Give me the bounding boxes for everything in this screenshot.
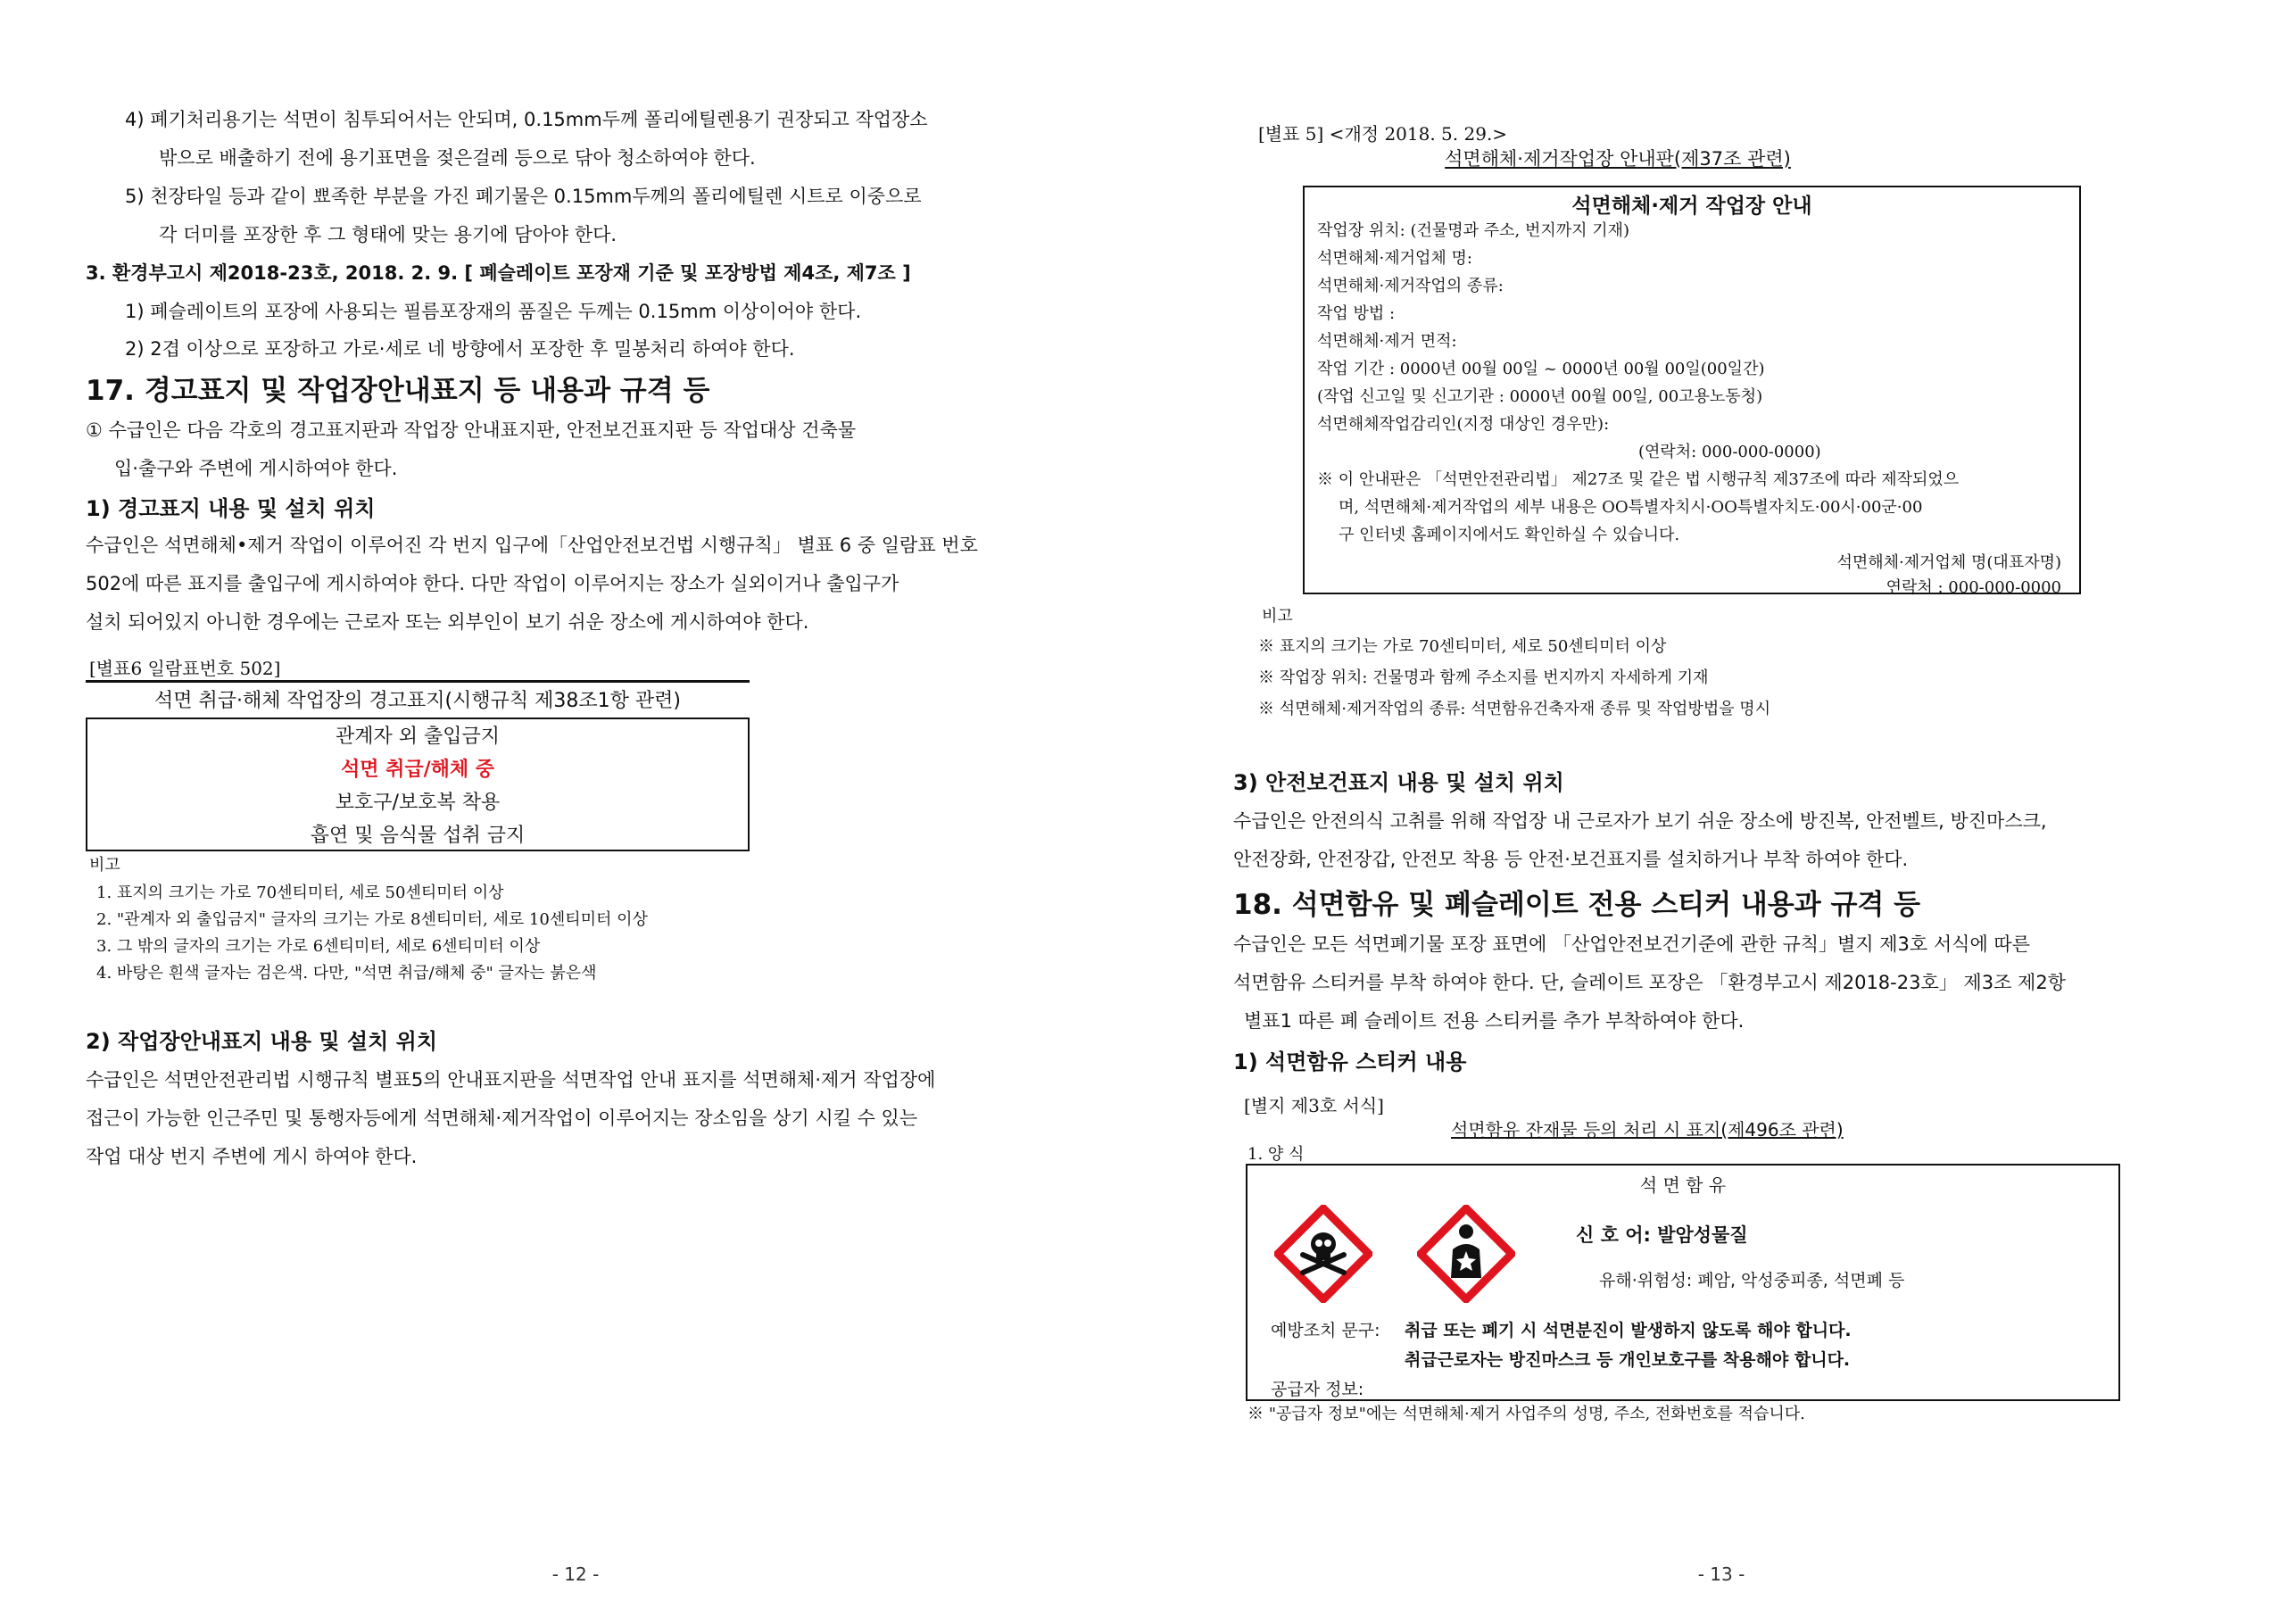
subsection-2-title: 2) 작업장안내표지 내용 및 설치 위치 (86, 1029, 438, 1054)
notes-label: 비고 (89, 856, 120, 875)
form-3-title: 석면함유 잔재물 등의 처리 시 표지(제496조 관련) (1451, 1119, 1844, 1141)
subsection-3-para-line1: 수급인은 안전의식 고취를 위해 작업장 내 근로자가 보기 쉬운 장소에 방진복, 안전벨트, 방진마스크, (1233, 810, 2047, 832)
list-item-5-line1: 5) 천장타일 등과 같이 뾰족한 부분을 가진 폐기물은 0.15mm두께의 폴리에틸렌 시트로 이중으로 (125, 186, 922, 207)
guide-representative-contact: 연락처 : 000-000-0000 (1886, 578, 2061, 597)
guide-supervisor-contact: (연락처: 000-000-0000) (1638, 443, 1821, 461)
notes-label-right: 비고 (1262, 607, 1293, 626)
form-3-subtitle: 1. 양 식 (1247, 1145, 1305, 1164)
list-item-5-line2: 각 더미를 포장한 후 그 형태에 맞는 용기에 담아야 한다. (159, 224, 618, 245)
section-18-title: 18. 석면함유 및 폐슬레이트 전용 스티커 내용과 규격 등 (1233, 889, 1921, 921)
item-3-heading: 3. 환경부고시 제2018-23호, 2018. 2. 9. [ 폐슬레이트 포장재 기준 및 포장방법 제4조, 제7조 ] (86, 262, 911, 284)
subsection-18-1-title: 1) 석면함유 스티커 내용 (1233, 1049, 1467, 1074)
worksite-guide-box (1303, 186, 2081, 597)
precaution-line2: 취급근로자는 방진마스크 등 개인보호구를 착용해야 합니다. (1405, 1350, 1851, 1370)
guide-method: 작업 방법 : (1317, 304, 1396, 323)
guide-area: 석면해체·제거 면적: (1317, 332, 1457, 351)
subsection-2-para-line1: 수급인은 석면안전관리법 시행규칙 별표5의 안내표지판을 석면작업 안내 표지를 석면해체·제거 작업장에 (86, 1069, 936, 1091)
note-work-type: ※ 석면해체·제거작업의 종류: 석면함유건축자재 종류 및 작업방법을 명시 (1258, 700, 1771, 718)
section-18-para-line2: 석면함유 스티커를 부착 하여야 한다. 단, 슬레이트 포장은 「환경부고시 제2018-23호」 제3조 제2항 (1233, 972, 2066, 993)
supplier-note: ※ "공급자 정보"에는 석면해체·제거 사업주의 성명, 주소, 전화번호를 적습니다. (1247, 1405, 1805, 1423)
guide-title: 석면해체·제거 작업장 안내 (1571, 195, 1812, 218)
health-hazard-icon (1417, 1205, 1515, 1303)
subsection-3-title: 3) 안전보건표지 내용 및 설치 위치 (1233, 770, 1564, 795)
warning-line-no-entry: 관계자 외 출입금지 (335, 726, 500, 748)
subsection-3-para-line2: 안전장화, 안전장갑, 안전모 착용 등 안전·보건표지를 설치하거나 부착 하여야 한다. (1233, 849, 1909, 870)
precaution-line1: 취급 또는 폐기 시 석면분진이 발생하지 않도록 해야 합니다. (1405, 1321, 1852, 1340)
annex-5-label: [별표 5] <개정 2018. 5. 29.> (1258, 123, 1508, 145)
warning-line-asbestos: 석면 취급/해체 중 (340, 759, 495, 781)
guide-company: 석면해체·제거업체 명: (1317, 249, 1472, 268)
subsection-1-para-line3: 설치 되어있지 아니한 경우에는 근로자 또는 외부인이 보기 쉬운 장소에 게시하여야 한다. (86, 611, 809, 633)
note-2: 2. "관계자 외 출입금지" 글자의 크기는 가로 8센티미터, 세로 10센티미터 이상 (96, 910, 648, 929)
warning-line-no-smoking: 흡연 및 음식물 섭취 금지 (310, 825, 526, 847)
note-4: 4. 바탕은 흰색 글자는 검은색. 다만, "석면 취급/해체 중" 글자는 붉은색 (96, 964, 597, 983)
note-location: ※ 작업장 위치: 건물명과 함께 주소지를 번지까지 자세하게 기재 (1258, 668, 1709, 687)
form-3-label: [별지 제3호 서식] (1244, 1095, 1384, 1116)
guide-work-type: 석면해체·제거작업의 종류: (1317, 277, 1504, 295)
subsection-2-para-line2: 접근이 가능한 인근주민 및 통행자등에게 석면해체·제거작업이 이루어지는 장소임을 상기 시킬 수 있는 (86, 1107, 918, 1129)
sticker-title: 석 면 함 유 (1639, 1174, 1727, 1196)
guide-supervisor: 석면해체작업감리인(지정 대상인 경우만): (1317, 415, 1610, 434)
subsection-1-para-line1: 수급인은 석면해체•제거 작업이 이루어진 각 번지 입구에「산업안전보건법 시행규칙」 별표 6 중 일람표 번호 (86, 535, 978, 556)
annex-6-label: [별표6 일람표번호 502] (89, 658, 281, 679)
guide-period: 작업 기간 : 0000년 00월 00일 ~ 0000년 00월 00일(00일간) (1317, 360, 1765, 378)
subsection-1-para-line2: 502에 따른 표지를 출입구에 게시하여야 한다. 다만 작업이 이루어지는 장소가 실외이거나 출입구가 (86, 573, 899, 594)
section-17-para-line2: 입·출구와 주변에 게시하여야 한다. (114, 458, 398, 479)
warning-sign-box (86, 718, 750, 851)
guide-note-line3: 구 인터넷 홈페이지에서도 확인하실 수 있습니다. (1339, 526, 1680, 544)
section-17-para-line1: ① 수급인은 다음 각호의 경고표지판과 작업장 안내표지판, 안전보건표지판 등 작업대상 건축물 (86, 419, 857, 441)
warning-sign-title: 석면 취급·해체 작업장의 경고표지(시행규칙 제38조1항 관련) (154, 690, 681, 712)
section-17-title: 17. 경고표지 및 작업장안내표지 등 내용과 규격 등 (86, 375, 710, 407)
item-3-2: 2) 2겹 이상으로 포장하고 가로·세로 네 방향에서 포장한 후 밀봉처리 하여야 한다. (125, 338, 795, 360)
note-3: 3. 그 밖의 글자의 크기는 가로 6센티미터, 세로 6센티미터 이상 (96, 937, 541, 956)
section-18-para-line3: 별표1 따른 폐 슬레이트 전용 스티커를 추가 부착하여야 한다. (1244, 1010, 1745, 1032)
note-1: 1. 표지의 크기는 가로 70센티미터, 세로 50센티미터 이상 (96, 883, 504, 902)
page-number: - 12 - (551, 1564, 600, 1585)
item-3-1: 1) 폐슬레이트의 포장에 사용되는 필름포장재의 품질은 두께는 0.15mm 이상이어야 한다. (125, 301, 862, 322)
subsection-1-title: 1) 경고표지 내용 및 설치 위치 (86, 496, 376, 521)
guide-note-line1: ※ 이 안내판은 「석면안전관리법」 제27조 및 같은 법 시행규칙 제37조에 따라 제작되었으 (1317, 470, 1960, 489)
skull-crossbones-icon (1274, 1205, 1372, 1303)
warning-top-rule (86, 680, 750, 683)
list-item-4-line2: 밖으로 배출하기 전에 용기표면을 젖은걸레 등으로 닦아 청소하여야 한다. (159, 147, 756, 169)
guide-location: 작업장 위치: (건물명과 주소, 번지까지 기재) (1317, 221, 1630, 240)
warning-line-ppe: 보호구/보호복 착용 (335, 792, 501, 814)
page-13 (1148, 0, 2296, 1601)
list-item-4-line1: 4) 폐기처리용기는 석면이 침투되어서는 안되며, 0.15mm두께 폴리에틸렌용기 권장되고 작업장소 (125, 109, 928, 130)
subsection-2-para-line3: 작업 대상 번지 주변에 게시 하여야 한다. (86, 1146, 418, 1167)
precaution-label: 예방조치 문구: (1271, 1321, 1380, 1340)
guide-representative: 석면해체·제거업체 명(대표자명) (1836, 553, 2061, 572)
page-number-right: - 13 - (1697, 1564, 1745, 1585)
note-size: ※ 표지의 크기는 가로 70센티미터, 세로 50센티미터 이상 (1258, 637, 1667, 656)
hazard-statement: 유해·위험성: 폐암, 악성중피종, 석면폐 등 (1599, 1271, 1905, 1290)
guide-note-line2: 며, 석면해체·제거작업의 세부 내용은 OO특별자치시·OO특별자치도·00시·00군·00 (1339, 498, 1923, 517)
annex-5-title: 석면해체·제거작업장 안내판(제37조 관련) (1445, 148, 1791, 170)
signal-word: 신 호 어: 발암성물질 (1576, 1224, 1748, 1246)
asbestos-sticker-box (1246, 1164, 2120, 1401)
guide-report: (작업 신고일 및 신고기관 : 0000년 00월 00일, 00고용노동청) (1317, 387, 1763, 406)
supplier-label: 공급자 정보: (1271, 1380, 1364, 1399)
section-18-para-line1: 수급인은 모든 석면폐기물 포장 표면에 「산업안전보건기준에 관한 규칙」별지 제3호 서식에 따른 (1233, 933, 2030, 955)
